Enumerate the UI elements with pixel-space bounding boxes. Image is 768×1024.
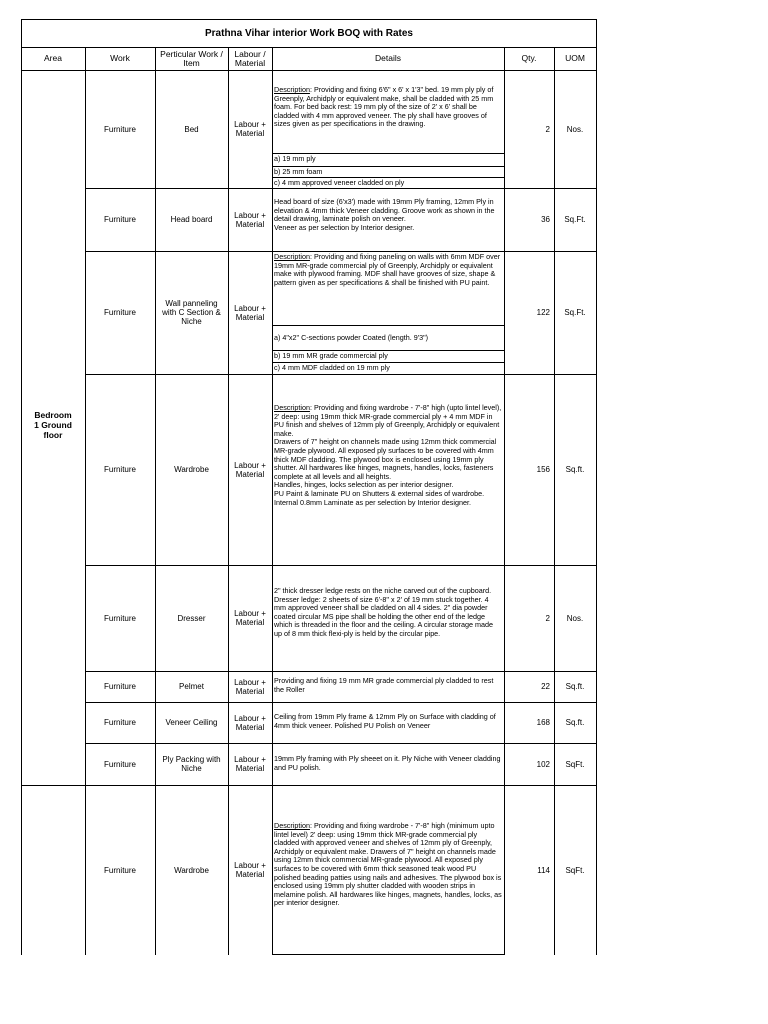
details-text: : Providing and fixing wardrobe - 7'-8" high (upto lintel level), 2' deep: using 19mm thick MR-grade commercial ply + 4 mm MDF in PU finish and shelves of 12mm ply of Greenply, Archidply or equivalent make. Drawers of 7" height on channels made using 12mm thick commercial MR-grade plywood. All exposed ply surfaces to be covered with 4mm thick MDF cladding. The plywood box is enclosed using 19mm ply shutter. All hardwares like hinges, magnets, handles, locks, fasteners complete at all levels and all heights. Handles, hinges, locks selection as per interior designer. PU Paint & laminate PU on Shutters & external sides of wardrobe. Internal 0.8mm Laminate as per selection by Interior designer. (274, 403, 502, 507)
row-item: Veneer Ceiling (165, 718, 218, 727)
row-uom: Sq.ft. (565, 718, 585, 727)
row-item: Dresser (177, 613, 206, 623)
grid-line (596, 19, 597, 955)
row-details: Ceiling from 19mm Ply frame & 12mm Ply on Surface with cladding of 4mm thick veneer. Polished PU Polish on Veneer (274, 712, 496, 730)
row-uom: SqFt. (565, 759, 585, 769)
grid-line (272, 47, 273, 955)
row-qty: 122 (536, 308, 550, 317)
row-details: Providing and fixing 19 mm MR grade commercial ply cladded to rest the Roller (274, 676, 494, 694)
sub-item: a) 19 mm ply (274, 154, 316, 163)
row-uom: Nos. (566, 124, 584, 134)
row-details (274, 86, 502, 129)
row-labour: Labour + Material (234, 210, 266, 229)
row-uom: SqFt. (565, 865, 585, 875)
row-details: Head board of size (6'x3') made with 19mm Ply framing, 12mm Ply in elevation & 4mm thick Veneer cladding. Groove work as shown in the detail drawing, laminate polish on veneer. Veneer as per selection by Interior designer. (274, 197, 495, 232)
row-qty: 168 (536, 718, 550, 727)
header-labour: Labour / Material (234, 48, 266, 68)
row-qty: 22 (541, 682, 550, 691)
row-details: 2" thick dresser ledge rests on the niche carved out of the cupboard. Dresser ledge: 2 sheets of size 6'-8" x 2' of 19 mm stuck together. 4 mm approved veneer shall be cladded on all 4 sides. 2" dia powder coated circular MS pipe shall be holding the other end of the ledge which is threaded in the floor and the ceiling. A circular storage made up of 8 mm thick flexi-ply is held by the circular pipe. (274, 586, 493, 638)
row-labour: Labour + Material (234, 303, 266, 322)
row-qty: 36 (541, 215, 550, 224)
row-work: Furniture (103, 759, 136, 769)
row-work: Furniture (103, 718, 136, 727)
description-label: Description (274, 252, 310, 261)
description-label: Description (274, 821, 310, 830)
row-item: Head board (170, 215, 213, 224)
header-work: Work (110, 53, 130, 63)
details-text: : Providing and fixing 6'6" x 6' x 1'3" bed. 19 mm ply ply of Greenply, Archidply or equivalent make, shall be cladded with 25 mm foam. For bed back rest: 19 mm ply of the size of 2' x 6' shall be cladded with 4 mm approved veneer. The ply shall have grooves of sizes given as per specifications in the drawing. (274, 85, 494, 129)
row-item: Pelmet (179, 682, 204, 691)
details-text: : Providing and fixing paneling on walls with 6mm MDF over 19mm MR-grade commercial ply of Greenply, Archidply or equivalent make with plywood framing. MDF shall have grooves of size, shape & pattern given as per specifications & shall be finished with PU paint. (274, 252, 501, 287)
header-details: Details (375, 53, 401, 63)
sub-item: c) 4 mm MDF cladded on 19 mm ply (274, 363, 390, 372)
row-work: Furniture (103, 682, 136, 691)
row-item: Wardrobe (174, 465, 209, 474)
row-uom: Sq.ft. (565, 465, 585, 474)
row-uom: Sq.ft. (565, 682, 585, 691)
row-work: Furniture (103, 465, 136, 474)
grid-line (272, 954, 504, 955)
description-label: Description (274, 85, 310, 94)
row-work: Furniture (103, 215, 136, 224)
row-item: Ply Packing with Niche (162, 755, 221, 773)
row-labour: Labour + Material (234, 861, 266, 879)
page-title: Prathna Vihar interior Work BOQ with Rates (204, 27, 413, 39)
row-labour: Labour + Material (234, 755, 266, 773)
header-qty: Qty. (521, 53, 537, 63)
row-qty: 114 (537, 865, 550, 875)
row-work: Furniture (103, 613, 136, 623)
row-item: Wall panneling with C Section & Niche (162, 299, 221, 326)
row-work: Furniture (103, 865, 136, 875)
row-item: Wardrobe (174, 865, 209, 875)
header-particular: Perticular Work / Item (160, 48, 223, 68)
row-labour: Labour + Material (234, 460, 266, 479)
row-details (274, 404, 502, 507)
row-work: Furniture (103, 308, 136, 317)
row-item: Bed (184, 124, 199, 134)
row-uom: Sq.Ft. (564, 215, 586, 224)
row-details (274, 822, 502, 908)
row-labour: Labour + Material (234, 713, 266, 732)
row-qty: 2 (545, 124, 550, 134)
sub-item: a) 4"x2" C-sections powder Coated (length. 9'3") (274, 333, 429, 342)
grid-line (272, 325, 504, 326)
sub-item: c) 4 mm approved veneer cladded on ply (274, 178, 405, 187)
row-work: Furniture (103, 124, 136, 134)
details-text: : Providing and fixing wardrobe - 7'-8" high (minimum upto lintel level) 2' deep: using 19mm thick MR-grade commercial ply cladded with approved veneer and shelves of 12mm ply of Greenply, Archidply or equivalent make. Drawers of 7" height on channels made using 12mm thick commercial MR-grade plywood. All exposed ply surfaces to be covered with 6mm thick seasoned teak wood PU polished beading patties using nails and adhesives. The plywood box is enclosed using 19mm ply shutter cladded with wooden strips in melamine polish. All hardwares like hinges, magnets, handles, locks, as per interior designer. (274, 821, 502, 908)
row-qty: 2 (545, 613, 550, 623)
header-uom: UOM (565, 53, 585, 63)
row-details (274, 253, 502, 287)
row-uom: Nos. (566, 613, 584, 623)
area-label: Bedroom 1 Ground floor (34, 410, 72, 440)
grid-line (21, 19, 22, 955)
sub-item: b) 25 mm foam (274, 167, 323, 176)
row-qty: 156 (536, 465, 550, 474)
description-label: Description (274, 403, 310, 412)
header-area: Area (44, 53, 62, 63)
row-labour: Labour + Material (234, 120, 266, 138)
row-details: 19mm Ply framing with Ply sheeet on it. Ply Niche with Veneer cladding and PU polish. (274, 754, 501, 772)
row-qty: 102 (536, 759, 550, 769)
row-uom: Sq.Ft. (564, 308, 586, 317)
row-labour: Labour + Material (234, 609, 266, 627)
sub-item: b) 19 mm MR grade commercial ply (274, 351, 388, 360)
row-labour: Labour + Material (234, 677, 266, 696)
